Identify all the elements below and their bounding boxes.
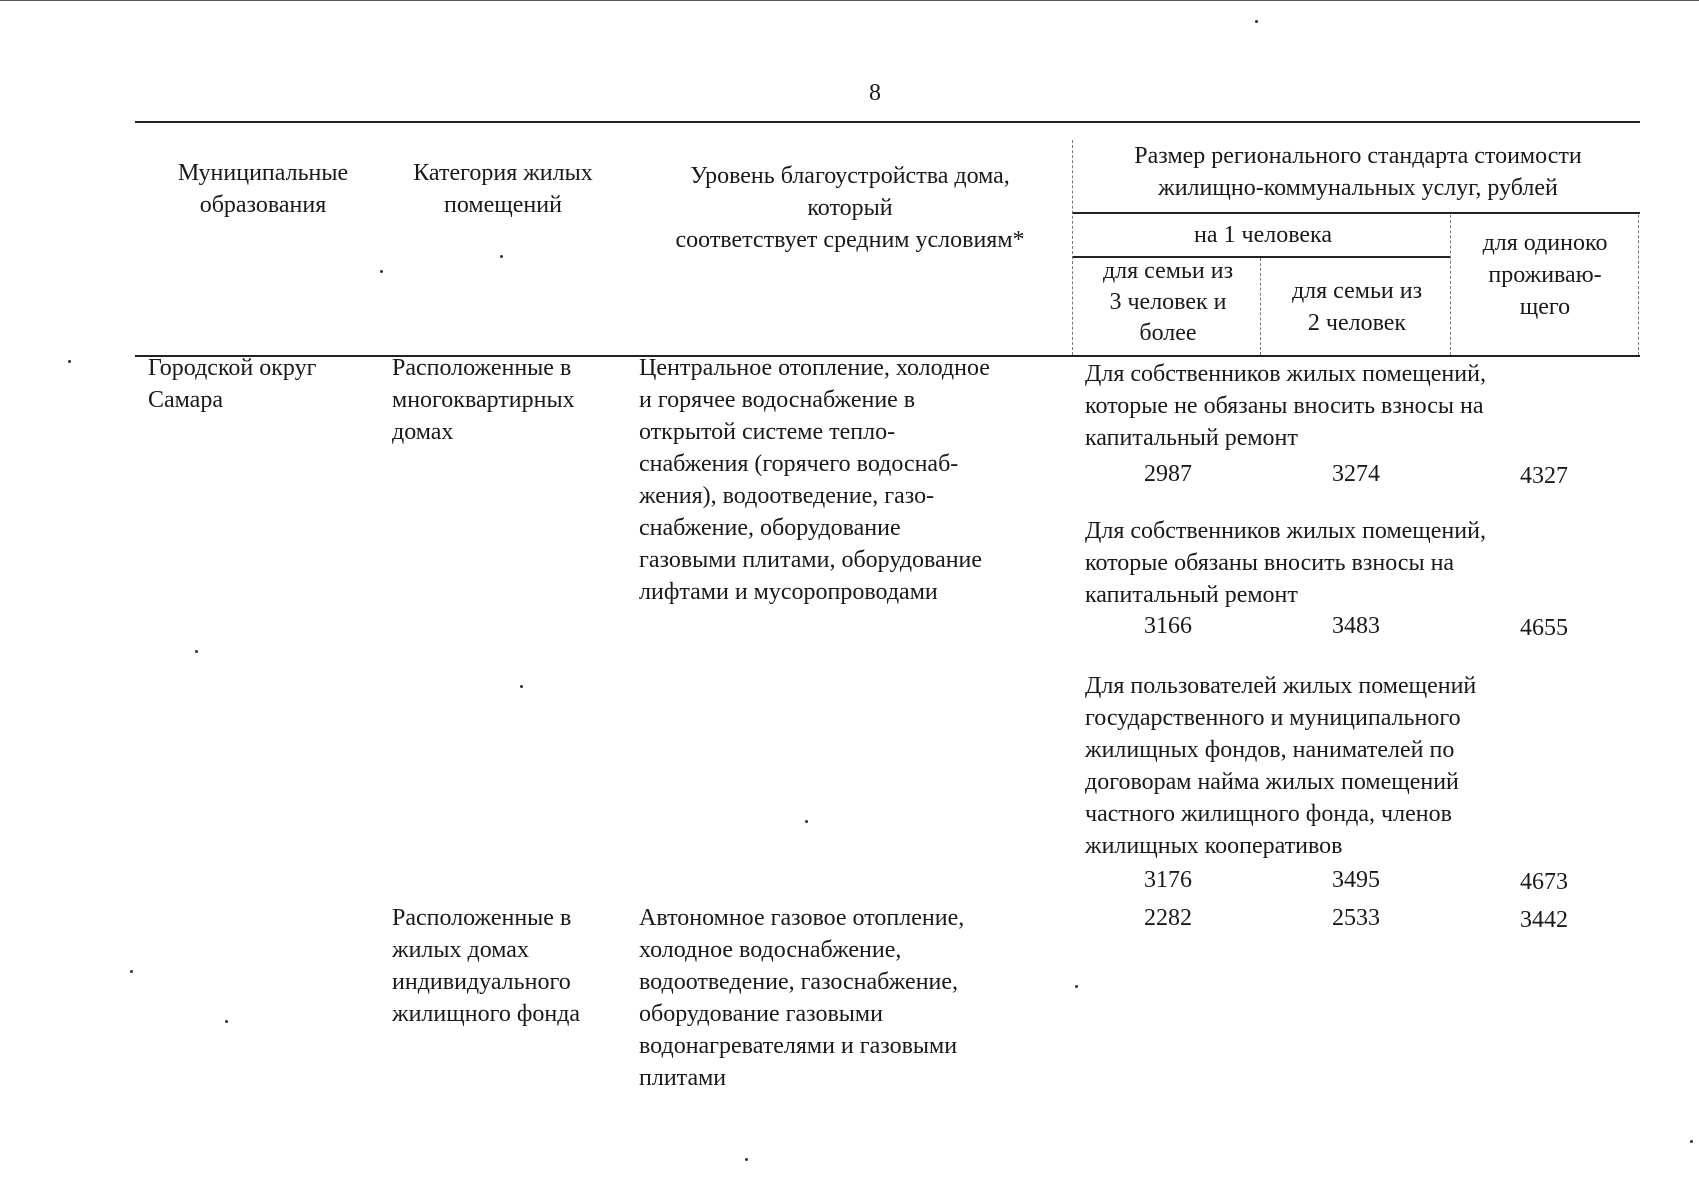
scan-speck <box>130 970 133 973</box>
header-family-2: для семьи из 2 человек <box>1291 278 1423 336</box>
scan-top-edge <box>0 0 1699 1</box>
scan-speck <box>520 685 523 688</box>
header-level: Уровень благоустройства дома, который соответствует средним условиям* <box>675 163 1025 253</box>
level-apartment-cell: Центральное отопление, холодное и горячее водоснабжение в открытой системе тепло- снабжения (горячего водоснаб- жения), водоотведение, газо- снабжение, оборудование газовыми плитами, оборудование лифтами и мусоропроводами <box>639 355 990 605</box>
scan-speck <box>225 1020 228 1023</box>
group-a-single-value: 4327 <box>1520 463 1568 489</box>
group-b-family2-value: 3483 <box>1332 613 1380 639</box>
scan-speck <box>805 820 808 823</box>
scan-speck <box>1690 1140 1693 1143</box>
scan-speck <box>1075 985 1078 988</box>
group-a-family3-value: 2987 <box>1144 461 1192 487</box>
level-individual-cell: Автономное газовое отопление, холодное водоснабжение, водоотведение, газоснабжение, оборудование газовыми водонагревателями и газовыми плитами <box>639 905 965 1091</box>
group-a-family2-value: 3274 <box>1332 461 1380 487</box>
scan-speck <box>1255 20 1258 23</box>
scan-speck <box>68 360 71 363</box>
group-d-family2-value: 2533 <box>1332 905 1380 931</box>
group-c-family3-value: 3176 <box>1144 867 1192 893</box>
category-individual-cell: Расположенные в жилых домах индивидуального жилищного фонда <box>392 905 581 1027</box>
page-number: 8 <box>869 80 881 106</box>
header-divider-left <box>1072 140 1073 355</box>
municipality-cell: Городской округ Самара <box>148 355 317 413</box>
header-divider-family <box>1260 258 1261 355</box>
group-a-label: Для собственников жилых помещений, которые не обязаны вносить взносы на капитальный ремонт <box>1085 361 1486 451</box>
group-d-family3-value: 2282 <box>1144 905 1192 931</box>
header-standard: Размер регионального стандарта стоимости жилищно-коммунальных услуг, рублей <box>1134 143 1582 201</box>
header-single: для одиноко проживаю- щего <box>1482 230 1608 320</box>
header-standard-rule <box>1072 212 1640 214</box>
scan-speck <box>195 650 198 653</box>
header-divider-right <box>1638 215 1639 355</box>
header-per-person: на 1 человека <box>1194 222 1332 248</box>
header-divider-single <box>1450 215 1451 355</box>
group-c-family2-value: 3495 <box>1332 867 1380 893</box>
scan-speck <box>500 255 503 258</box>
header-category: Категория жилых помещений <box>413 160 593 218</box>
group-b-single-value: 4655 <box>1520 615 1568 641</box>
group-c-label: Для пользователей жилых помещений государственного и муниципального жилищных фондов, нанимателей по договорам найма жилых помещений частного жилищного фонда, членов жилищных кооперативов <box>1085 673 1477 859</box>
scan-speck <box>745 1158 748 1161</box>
category-apartment-cell: Расположенные в многоквартирных домах <box>392 355 575 445</box>
group-c-single-value: 4673 <box>1520 869 1568 895</box>
group-b-family3-value: 3166 <box>1144 613 1192 639</box>
group-b-label: Для собственников жилых помещений, которые обязаны вносить взносы на капитальный ремонт <box>1085 518 1486 608</box>
scan-speck <box>380 270 383 273</box>
group-d-single-value: 3442 <box>1520 907 1568 933</box>
header-municipal: Муниципальные образования <box>177 160 349 218</box>
table-top-rule <box>135 121 1640 123</box>
header-family-3: для семьи из 3 человек и более <box>1102 258 1234 346</box>
